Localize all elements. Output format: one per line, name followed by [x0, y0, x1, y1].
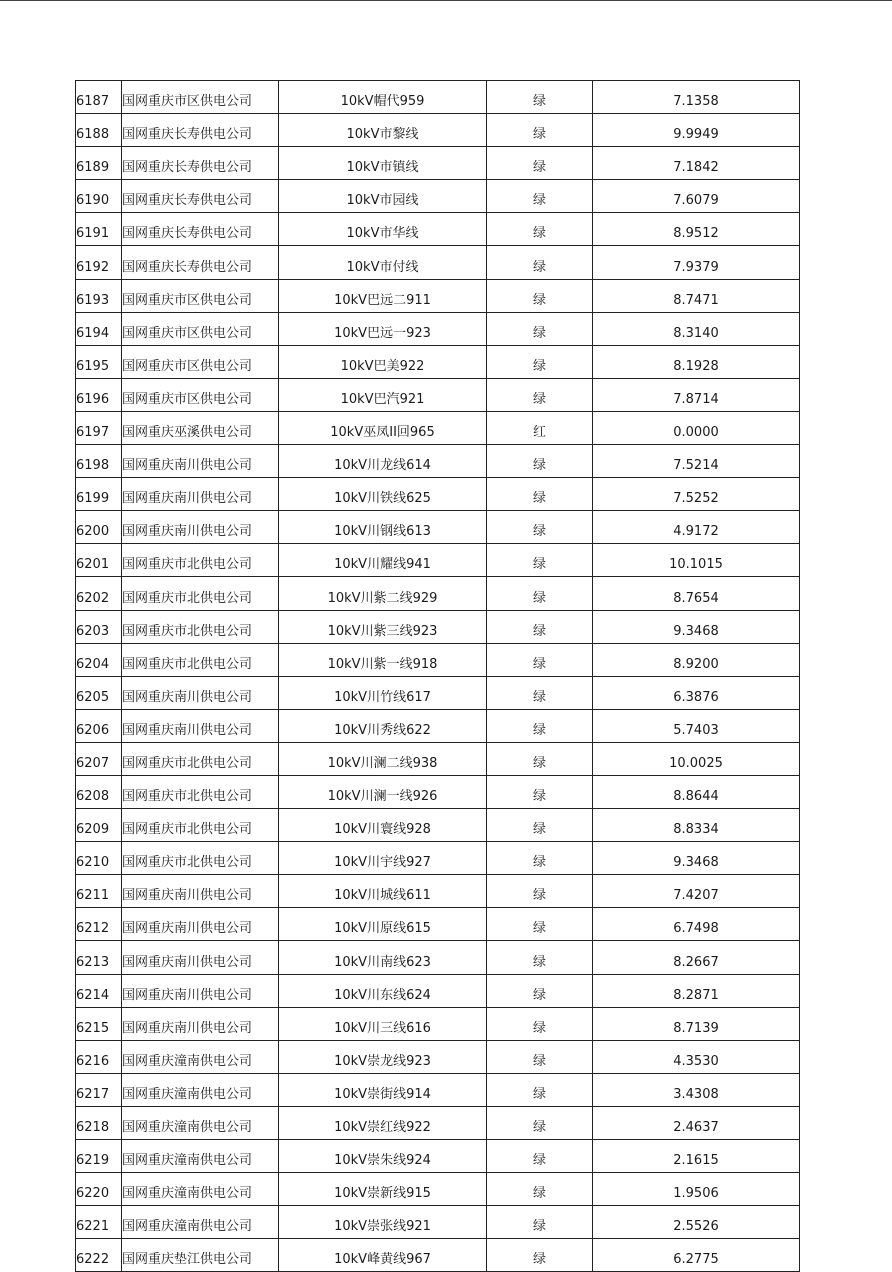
- table-row: [76, 1073, 800, 1106]
- company-cell: 国网重庆市北供电公司: [122, 809, 279, 842]
- status-cell: 绿: [487, 809, 593, 842]
- company-cell: 国网重庆市北供电公司: [122, 775, 279, 808]
- line-name-cell: 10kV市镇线: [279, 147, 487, 180]
- table-row: [76, 941, 800, 974]
- status-cell: 绿: [487, 643, 593, 676]
- status-cell: 绿: [487, 544, 593, 577]
- status-cell: 绿: [487, 1239, 593, 1272]
- table-row: [76, 378, 800, 411]
- status-cell: 绿: [487, 1007, 593, 1040]
- company-cell: 国网重庆潼南供电公司: [122, 1140, 279, 1173]
- table-row: [76, 180, 800, 213]
- table-row: [76, 246, 800, 279]
- line-name-cell: 10kV川澜二线938: [279, 742, 487, 775]
- company-cell: 国网重庆市北供电公司: [122, 610, 279, 643]
- company-cell: 国网重庆市北供电公司: [122, 643, 279, 676]
- table-row: [76, 577, 800, 610]
- table-row: [76, 544, 800, 577]
- value-cell: 2.1615: [593, 1140, 800, 1173]
- row-id-cell: 6191: [76, 213, 122, 246]
- company-cell: 国网重庆南川供电公司: [122, 974, 279, 1007]
- table-row: [76, 511, 800, 544]
- status-cell: 绿: [487, 1106, 593, 1139]
- company-cell: 国网重庆南川供电公司: [122, 676, 279, 709]
- status-cell: 绿: [487, 312, 593, 345]
- value-cell: 2.4637: [593, 1106, 800, 1139]
- value-cell: 8.8334: [593, 809, 800, 842]
- row-id-cell: 6197: [76, 411, 122, 444]
- row-id-cell: 6212: [76, 908, 122, 941]
- table-row: [76, 114, 800, 147]
- line-name-cell: 10kV崇龙线923: [279, 1040, 487, 1073]
- row-id-cell: 6211: [76, 875, 122, 908]
- line-name-cell: 10kV川钢线613: [279, 511, 487, 544]
- line-name-cell: 10kV市黎线: [279, 114, 487, 147]
- status-cell: 绿: [487, 974, 593, 1007]
- table-row: [76, 908, 800, 941]
- status-cell: 绿: [487, 842, 593, 875]
- value-cell: 5.7403: [593, 709, 800, 742]
- table-row: [76, 81, 800, 114]
- value-cell: 8.3140: [593, 312, 800, 345]
- line-name-cell: 10kV川城线611: [279, 875, 487, 908]
- status-cell: 绿: [487, 577, 593, 610]
- table-row: [76, 445, 800, 478]
- table-row: [76, 411, 800, 444]
- page-top-border: [0, 0, 892, 1]
- line-name-cell: 10kV崇朱线924: [279, 1140, 487, 1173]
- company-cell: 国网重庆南川供电公司: [122, 875, 279, 908]
- table-row: [76, 1140, 800, 1173]
- company-cell: 国网重庆巫溪供电公司: [122, 411, 279, 444]
- line-name-cell: 10kV川紫二线929: [279, 577, 487, 610]
- value-cell: 10.1015: [593, 544, 800, 577]
- row-id-cell: 6189: [76, 147, 122, 180]
- status-cell: 绿: [487, 709, 593, 742]
- status-cell: 绿: [487, 1140, 593, 1173]
- value-cell: 7.1842: [593, 147, 800, 180]
- company-cell: 国网重庆长寿供电公司: [122, 213, 279, 246]
- status-cell: 绿: [487, 1206, 593, 1239]
- status-cell: 绿: [487, 1040, 593, 1073]
- line-name-cell: 10kV市园线: [279, 180, 487, 213]
- row-id-cell: 6190: [76, 180, 122, 213]
- company-cell: 国网重庆南川供电公司: [122, 511, 279, 544]
- line-name-cell: 10kV川竹线617: [279, 676, 487, 709]
- line-name-cell: 10kV川耀线941: [279, 544, 487, 577]
- company-cell: 国网重庆潼南供电公司: [122, 1073, 279, 1106]
- line-name-cell: 10kV市付线: [279, 246, 487, 279]
- line-name-cell: 10kV川三线616: [279, 1007, 487, 1040]
- status-cell: 绿: [487, 742, 593, 775]
- value-cell: 9.3468: [593, 842, 800, 875]
- table-row: [76, 312, 800, 345]
- row-id-cell: 6204: [76, 643, 122, 676]
- value-cell: 8.7654: [593, 577, 800, 610]
- data-table: [75, 80, 800, 1272]
- status-cell: 绿: [487, 279, 593, 312]
- line-name-cell: 10kV川紫三线923: [279, 610, 487, 643]
- value-cell: 7.6079: [593, 180, 800, 213]
- table-row: [76, 1173, 800, 1206]
- row-id-cell: 6216: [76, 1040, 122, 1073]
- company-cell: 国网重庆市北供电公司: [122, 544, 279, 577]
- table-row: [76, 709, 800, 742]
- table-row: [76, 1040, 800, 1073]
- table-row: [76, 345, 800, 378]
- company-cell: 国网重庆南川供电公司: [122, 478, 279, 511]
- company-cell: 国网重庆市北供电公司: [122, 742, 279, 775]
- line-name-cell: 10kV崇张线921: [279, 1206, 487, 1239]
- line-name-cell: 10kV川南线623: [279, 941, 487, 974]
- table-row: [76, 478, 800, 511]
- line-name-cell: 10kV川寰线928: [279, 809, 487, 842]
- company-cell: 国网重庆市区供电公司: [122, 312, 279, 345]
- line-name-cell: 10kV巫凤II回965: [279, 411, 487, 444]
- line-name-cell: 10kV川龙线614: [279, 445, 487, 478]
- company-cell: 国网重庆长寿供电公司: [122, 147, 279, 180]
- table-row: [76, 842, 800, 875]
- line-name-cell: 10kV巴美922: [279, 345, 487, 378]
- company-cell: 国网重庆垫江供电公司: [122, 1239, 279, 1272]
- line-name-cell: 10kV巴汽921: [279, 378, 487, 411]
- row-id-cell: 6218: [76, 1106, 122, 1139]
- line-name-cell: 10kV峰黄线967: [279, 1239, 487, 1272]
- row-id-cell: 6222: [76, 1239, 122, 1272]
- line-name-cell: 10kV川东线624: [279, 974, 487, 1007]
- line-name-cell: 10kV川宇线927: [279, 842, 487, 875]
- line-name-cell: 10kV帽代959: [279, 81, 487, 114]
- company-cell: 国网重庆市北供电公司: [122, 842, 279, 875]
- value-cell: 6.7498: [593, 908, 800, 941]
- value-cell: 7.9379: [593, 246, 800, 279]
- status-cell: 红: [487, 411, 593, 444]
- value-cell: 8.9512: [593, 213, 800, 246]
- row-id-cell: 6192: [76, 246, 122, 279]
- row-id-cell: 6214: [76, 974, 122, 1007]
- line-name-cell: 10kV巴远二911: [279, 279, 487, 312]
- value-cell: 8.8644: [593, 775, 800, 808]
- row-id-cell: 6213: [76, 941, 122, 974]
- line-name-cell: 10kV川原线615: [279, 908, 487, 941]
- value-cell: 3.4308: [593, 1073, 800, 1106]
- company-cell: 国网重庆长寿供电公司: [122, 246, 279, 279]
- table-row: [76, 147, 800, 180]
- line-name-cell: 10kV川铁线625: [279, 478, 487, 511]
- line-name-cell: 10kV市华线: [279, 213, 487, 246]
- value-cell: 6.3876: [593, 676, 800, 709]
- table-row: [76, 775, 800, 808]
- table-row: [76, 1106, 800, 1139]
- table-row: [76, 1007, 800, 1040]
- value-cell: 8.2871: [593, 974, 800, 1007]
- status-cell: 绿: [487, 114, 593, 147]
- status-cell: 绿: [487, 775, 593, 808]
- status-cell: 绿: [487, 147, 593, 180]
- value-cell: 9.9949: [593, 114, 800, 147]
- status-cell: 绿: [487, 246, 593, 279]
- value-cell: 9.3468: [593, 610, 800, 643]
- table-row: [76, 974, 800, 1007]
- row-id-cell: 6217: [76, 1073, 122, 1106]
- value-cell: 7.8714: [593, 378, 800, 411]
- row-id-cell: 6188: [76, 114, 122, 147]
- company-cell: 国网重庆市北供电公司: [122, 577, 279, 610]
- status-cell: 绿: [487, 180, 593, 213]
- row-id-cell: 6196: [76, 378, 122, 411]
- status-cell: 绿: [487, 378, 593, 411]
- company-cell: 国网重庆市区供电公司: [122, 345, 279, 378]
- value-cell: 8.7139: [593, 1007, 800, 1040]
- value-cell: 8.2667: [593, 941, 800, 974]
- table-row: [76, 213, 800, 246]
- value-cell: 1.9506: [593, 1173, 800, 1206]
- row-id-cell: 6203: [76, 610, 122, 643]
- row-id-cell: 6194: [76, 312, 122, 345]
- company-cell: 国网重庆潼南供电公司: [122, 1206, 279, 1239]
- status-cell: 绿: [487, 511, 593, 544]
- company-cell: 国网重庆市区供电公司: [122, 81, 279, 114]
- row-id-cell: 6193: [76, 279, 122, 312]
- row-id-cell: 6210: [76, 842, 122, 875]
- table-row: [76, 742, 800, 775]
- value-cell: 7.5214: [593, 445, 800, 478]
- company-cell: 国网重庆长寿供电公司: [122, 180, 279, 213]
- value-cell: 7.4207: [593, 875, 800, 908]
- company-cell: 国网重庆市区供电公司: [122, 378, 279, 411]
- table-row: [76, 1239, 800, 1272]
- company-cell: 国网重庆长寿供电公司: [122, 114, 279, 147]
- status-cell: 绿: [487, 610, 593, 643]
- row-id-cell: 6198: [76, 445, 122, 478]
- table-row: [76, 610, 800, 643]
- status-cell: 绿: [487, 445, 593, 478]
- value-cell: 8.9200: [593, 643, 800, 676]
- table-row: [76, 1206, 800, 1239]
- row-id-cell: 6202: [76, 577, 122, 610]
- company-cell: 国网重庆南川供电公司: [122, 1007, 279, 1040]
- value-cell: 4.9172: [593, 511, 800, 544]
- company-cell: 国网重庆潼南供电公司: [122, 1173, 279, 1206]
- line-name-cell: 10kV崇街线914: [279, 1073, 487, 1106]
- table-row: [76, 279, 800, 312]
- line-name-cell: 10kV崇新线915: [279, 1173, 487, 1206]
- status-cell: 绿: [487, 941, 593, 974]
- value-cell: 8.1928: [593, 345, 800, 378]
- row-id-cell: 6220: [76, 1173, 122, 1206]
- row-id-cell: 6206: [76, 709, 122, 742]
- line-name-cell: 10kV川紫一线918: [279, 643, 487, 676]
- value-cell: 7.1358: [593, 81, 800, 114]
- status-cell: 绿: [487, 81, 593, 114]
- row-id-cell: 6208: [76, 775, 122, 808]
- row-id-cell: 6200: [76, 511, 122, 544]
- row-id-cell: 6199: [76, 478, 122, 511]
- line-name-cell: 10kV巴远一923: [279, 312, 487, 345]
- company-cell: 国网重庆南川供电公司: [122, 445, 279, 478]
- value-cell: 6.2775: [593, 1239, 800, 1272]
- line-name-cell: 10kV川澜一线926: [279, 775, 487, 808]
- table-row: [76, 676, 800, 709]
- row-id-cell: 6201: [76, 544, 122, 577]
- table-row: [76, 643, 800, 676]
- value-cell: 10.0025: [593, 742, 800, 775]
- status-cell: 绿: [487, 1073, 593, 1106]
- row-id-cell: 6187: [76, 81, 122, 114]
- status-cell: 绿: [487, 478, 593, 511]
- table-row: [76, 809, 800, 842]
- company-cell: 国网重庆南川供电公司: [122, 709, 279, 742]
- status-cell: 绿: [487, 345, 593, 378]
- row-id-cell: 6205: [76, 676, 122, 709]
- company-cell: 国网重庆潼南供电公司: [122, 1040, 279, 1073]
- line-name-cell: 10kV川秀线622: [279, 709, 487, 742]
- status-cell: 绿: [487, 213, 593, 246]
- row-id-cell: 6209: [76, 809, 122, 842]
- company-cell: 国网重庆南川供电公司: [122, 908, 279, 941]
- value-cell: 0.0000: [593, 411, 800, 444]
- status-cell: 绿: [487, 676, 593, 709]
- company-cell: 国网重庆潼南供电公司: [122, 1106, 279, 1139]
- line-name-cell: 10kV崇红线922: [279, 1106, 487, 1139]
- row-id-cell: 6215: [76, 1007, 122, 1040]
- status-cell: 绿: [487, 908, 593, 941]
- company-cell: 国网重庆市区供电公司: [122, 279, 279, 312]
- value-cell: 8.7471: [593, 279, 800, 312]
- row-id-cell: 6195: [76, 345, 122, 378]
- value-cell: 4.3530: [593, 1040, 800, 1073]
- value-cell: 7.5252: [593, 478, 800, 511]
- table-row: [76, 875, 800, 908]
- table-body: [76, 81, 800, 1272]
- row-id-cell: 6207: [76, 742, 122, 775]
- status-cell: 绿: [487, 875, 593, 908]
- value-cell: 2.5526: [593, 1206, 800, 1239]
- status-cell: 绿: [487, 1173, 593, 1206]
- row-id-cell: 6221: [76, 1206, 122, 1239]
- row-id-cell: 6219: [76, 1140, 122, 1173]
- company-cell: 国网重庆南川供电公司: [122, 941, 279, 974]
